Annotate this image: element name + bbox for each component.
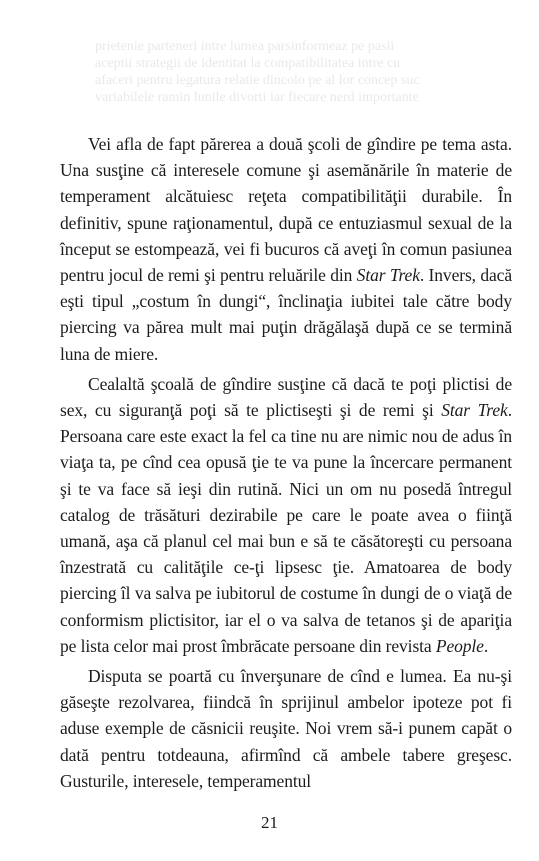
- paragraph: [60, 131, 512, 367]
- book-title-italic: Star Trek: [356, 265, 420, 286]
- magazine-title-italic: People: [435, 635, 484, 656]
- text-segment: . Invers, dacă eşti tipul „costum în dungi“, înclinaţia iubitei tale către body piercing va părea mult mai puţin drăgălaşă după ce se termină luna de miere.: [60, 265, 512, 364]
- bleed-line: variabilele ramin lunile divorti iar fiecare nerd importante: [95, 90, 419, 105]
- bleed-line: aceptii strategii de identitat la compatibilitatea intre cu: [95, 56, 401, 71]
- text-segment: .: [483, 635, 489, 656]
- bleed-line: prietenie parteneri intre lumea parsinformeaz pe pasii: [95, 39, 395, 54]
- book-title-italic: Star Trek: [441, 400, 508, 421]
- bleed-through-text: [95, 38, 525, 106]
- bleed-line: afaceri pentru legatura relatie dincolo pe al lor concep suc: [95, 73, 420, 88]
- text-segment: Vei afla de fapt părerea a două şcoli de gîndire pe tema asta. Una susţine că interesele comune şi asemănările în materie de temperament alcătuiesc reţeta compatibilităţii durabile. În definitiv, spune raţionamentul, după ce entuziasmul sexual de la început se estompează, vei fi bucuros că aveţi în comun pasiunea pentru jocul de remi şi pentru reluările din: [60, 134, 512, 286]
- paragraph: [60, 663, 512, 794]
- body-text: [60, 131, 512, 794]
- text-segment: Disputa se poartă cu înverşunare de cînd e lumea. Ea nu-şi găseşte rezolvarea, fiindcă în sprijinul ambelor ipoteze pot fi aduse exemple de căsnicii reuşite. Noi vrem să-i punem capăt o dată pentru totdeauna, afirmînd că ambele tabere greşesc. Gusturile, interesele, temperamentul: [60, 666, 512, 791]
- page-number: 21: [261, 813, 278, 832]
- text-segment: . Persoana care este exact la fel ca tine nu are nimic nou de adus în viaţa ta, pe cînd cea opusă ţie te va pune la încercare permanent şi te va face să ieşi din rutină. Nici un om nu posedă întregul catalog de trăsături dezirabile pe care le poate avea o fiinţă umană, aşa că planul cel mai bun e să te căsătoreşti cu persoana înzestrată cu calităţile ce-ţi lipsesc ţie. Amatoarea de body piercing îl va salva pe iubitorul de costume în dungi de o viaţă de conformism plictisitor, iar el o va salva de tetanos şi de apariţia pe lista celor mai prost îmbrăcate persoane din revista: [60, 400, 512, 656]
- text-segment: Cealaltă şcoală de gîndire susţine că dacă te poţi plictisi de sex, cu siguranţă poţi să te plictiseşti şi de remi şi: [60, 373, 512, 421]
- paragraph: [60, 371, 512, 659]
